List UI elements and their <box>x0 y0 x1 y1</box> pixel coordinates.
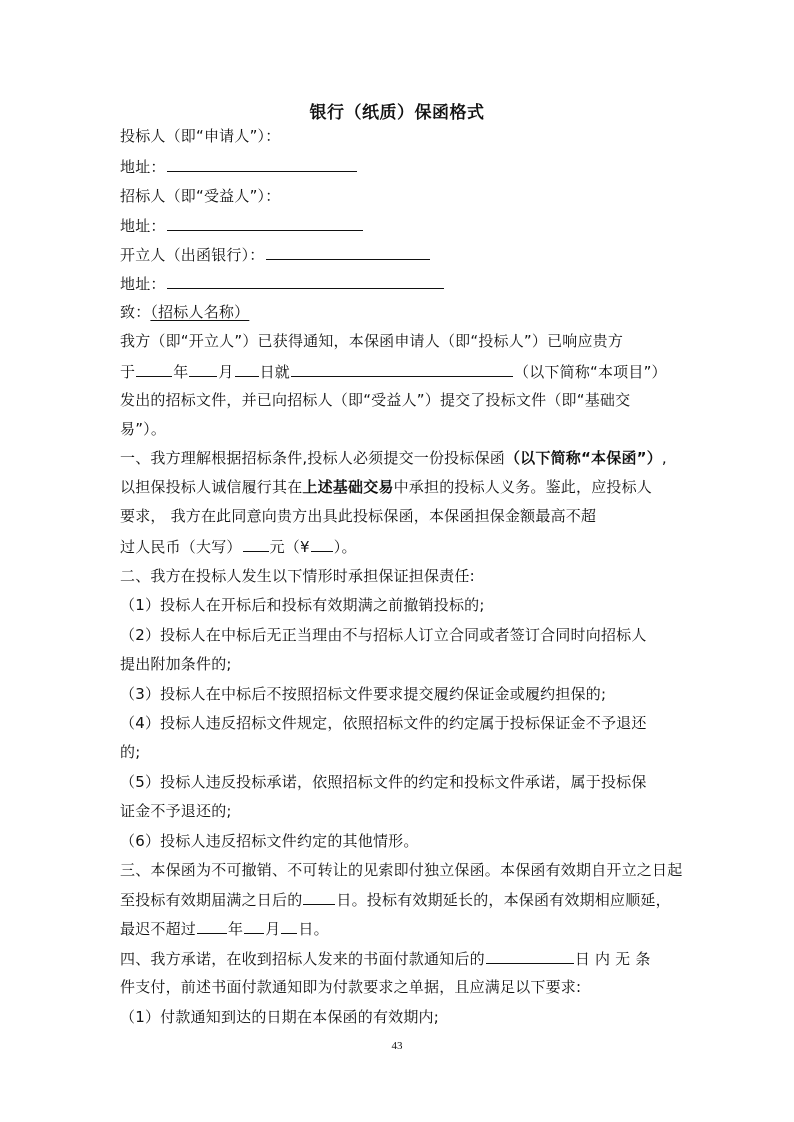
amount-in-words-field[interactable] <box>243 536 269 552</box>
section-1-line-1 <box>120 448 680 468</box>
expiry-year-field[interactable] <box>197 918 227 934</box>
list-item: （1）投标人在开标后和投标有效期满之前撤销投标的; <box>120 596 485 614</box>
section-2-item-5-line-1 <box>120 772 680 792</box>
section-1-text: 过人民币（大写） <box>120 538 242 556</box>
list-item: （6）投标人违反招标文件约定的其他情形。 <box>120 832 419 850</box>
intro-line-2 <box>120 361 680 382</box>
section-4-line-1 <box>120 948 680 969</box>
section-2-text: 二、我方在投标人发生以下情形时承担保证担保责任: <box>120 567 475 585</box>
expiry-day-field[interactable] <box>281 918 297 934</box>
validity-days-field[interactable] <box>303 889 335 905</box>
issuer-label: 开立人（出函银行）： <box>120 246 265 264</box>
section-4-text: 四、我方承诺，在收到招标人发来的书面付款通知后的 <box>120 950 485 968</box>
bidder-address-field[interactable] <box>167 156 357 172</box>
section-3-text: 三、本保函为不可撤销、不可转让的见索即付独立保函。本保函有效期自开立之日起 <box>120 861 683 879</box>
section-2-item-1 <box>120 595 680 615</box>
section-4-text: 日 内 无 条 <box>574 950 651 968</box>
to-label: 致： <box>120 303 151 321</box>
list-item: 提出附加条件的; <box>120 655 232 673</box>
payment-days-field[interactable] <box>486 948 574 964</box>
intro-text: 于 <box>120 363 136 381</box>
address-label: 地址： <box>120 158 166 176</box>
intro-text: 易”）。 <box>120 420 167 438</box>
section-4-line-2 <box>120 977 680 997</box>
day-field[interactable] <box>235 361 259 377</box>
project-field[interactable] <box>291 361 513 377</box>
intro-text: （以下简称“本项目”） <box>514 363 667 381</box>
section-4-item-1 <box>120 1007 680 1027</box>
section-3-line-3 <box>120 918 680 939</box>
issuer-address-field[interactable] <box>167 273 444 289</box>
issuer-address-line <box>120 273 680 294</box>
section-2-item-6 <box>120 831 680 851</box>
year-field[interactable] <box>136 361 172 377</box>
section-2-heading <box>120 566 680 586</box>
intro-line-4 <box>120 419 680 439</box>
intro-text: 我方（即“开立人”）已获得通知，本保函申请人（即“投标人”）已响应贵方 <box>120 332 624 350</box>
tenderer-address-field[interactable] <box>167 215 363 231</box>
section-1-text: 中承担的投标人义务。鉴此，应投标人 <box>393 478 653 496</box>
list-item: （2）投标人在中标后无正当理由不与招标人订立合同或者签订合同时向招标人 <box>120 626 647 644</box>
tenderer-address-line <box>120 215 680 236</box>
section-1-text: 以担保投标人诚信履行其在 <box>120 478 303 496</box>
intro-line-3 <box>120 390 680 410</box>
intro-line-1 <box>120 331 680 351</box>
list-item: 证金不予退还的; <box>120 802 232 820</box>
list-item: （4）投标人违反招标文件规定，依照招标文件的约定属于投标保证金不予退还 <box>120 714 647 732</box>
guarantee-short-name: （以下简称“本保函”） <box>504 449 662 467</box>
tenderer-label: 招标人（即“受益人”）： <box>120 187 281 205</box>
addressee-line <box>120 302 680 322</box>
section-3-text: 日。投标有效期延长的，本保函有效期相应顺延， <box>336 891 671 909</box>
section-1-text: 一、我方理解根据招标条件,投标人必须提交一份投标保函 <box>120 449 505 467</box>
section-3-text: 日。 <box>298 920 329 938</box>
address-label: 地址： <box>120 275 166 293</box>
section-2-item-4-line-1 <box>120 713 680 733</box>
section-4-text: 件支付，前述书面付款通知即为付款要求之单据，且应满足以下要求: <box>120 978 582 996</box>
issuer-line <box>120 244 680 265</box>
section-1-text: 元（¥ <box>269 538 310 556</box>
page-number: 43 <box>391 1040 403 1052</box>
section-1-line-2 <box>120 477 680 497</box>
list-item: （3）投标人在中标后不按照招标文件要求提交履约保证金或履约担保的; <box>120 685 607 703</box>
expiry-month-field[interactable] <box>244 918 264 934</box>
intro-text: 年 <box>173 363 189 381</box>
section-3-text: 至投标有效期届满之日后的 <box>120 891 303 909</box>
section-1-line-4 <box>120 536 680 557</box>
section-3-text: 最迟不超过 <box>120 920 197 938</box>
section-2-item-3 <box>120 684 680 704</box>
section-1-text: ）。 <box>333 538 357 556</box>
section-2-item-2-line-1 <box>120 625 680 645</box>
section-1-text: , <box>661 449 667 467</box>
section-2-item-4-line-2 <box>120 742 680 762</box>
section-3-text: 月 <box>265 920 281 938</box>
tenderer-name-placeholder: （招标人名称） <box>150 303 250 321</box>
month-field[interactable] <box>189 361 217 377</box>
list-item: 的; <box>120 743 141 761</box>
tenderer-line <box>120 186 680 206</box>
section-1-line-3 <box>120 506 680 526</box>
list-item: （1）付款通知到达的日期在本保函的有效期内; <box>120 1008 439 1026</box>
address-label: 地址： <box>120 217 166 235</box>
bidder-line <box>120 126 680 146</box>
section-2-item-2-line-2 <box>120 654 680 674</box>
section-3-line-2 <box>120 889 680 910</box>
intro-text: 月 <box>218 363 234 381</box>
section-3-line-1 <box>120 860 683 880</box>
issuer-name-field[interactable] <box>266 244 430 260</box>
list-item: （5）投标人违反投标承诺，依照招标文件的约定和投标文件承诺，属于投标保 <box>120 773 647 791</box>
bidder-label: 投标人（即“申请人”）： <box>120 127 281 145</box>
document-title: 银行（纸质）保函格式 <box>309 103 485 123</box>
intro-text: 日就 <box>259 363 291 381</box>
intro-text: 发出的招标文件，并已向招标人（即“受益人”）提交了投标文件（即“基础交 <box>120 391 631 409</box>
underlying-transaction-term: 上述基础交易 <box>302 478 394 496</box>
section-2-item-5-line-2 <box>120 801 680 821</box>
section-3-text: 年 <box>228 920 244 938</box>
amount-in-figures-field[interactable] <box>311 536 333 552</box>
section-1-text: 要求， 我方在此同意向贵方出具此投标保函，本保函担保金额最高不超 <box>120 507 597 525</box>
bidder-address-line <box>120 156 680 177</box>
